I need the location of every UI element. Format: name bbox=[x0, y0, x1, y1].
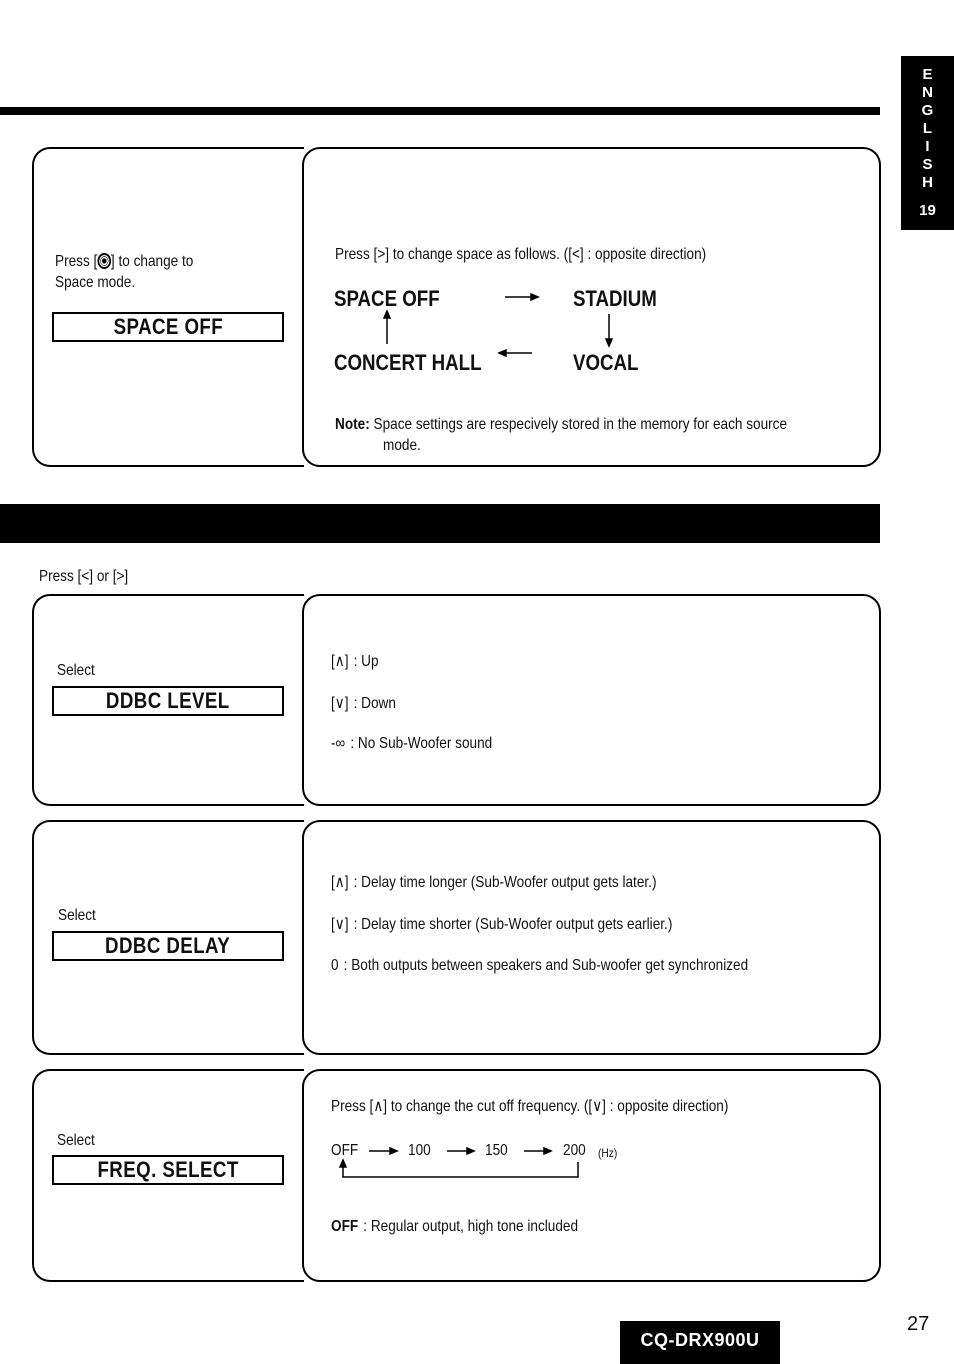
delay-item: [∨] : Delay time shorter (Sub-Woofer output gets earlier.) bbox=[331, 916, 673, 933]
lang-letter: S bbox=[922, 156, 933, 173]
lang-letter: E bbox=[922, 66, 933, 83]
space-note: Note: Space settings are respecively stored in the memory for each source bbox=[335, 416, 788, 433]
freq-unit: (Hz) bbox=[598, 1146, 618, 1160]
page-number: 27 bbox=[907, 1313, 930, 1335]
level-item: [∧] : Up bbox=[331, 653, 379, 670]
section-page: 19 bbox=[919, 202, 936, 219]
lang-letter: H bbox=[922, 174, 933, 191]
delay-item: 0 : Both outputs between speakers and Sub-woofer get synchronized bbox=[331, 957, 749, 974]
delay-display: DDBC DELAY bbox=[52, 931, 284, 961]
lang-letter: G bbox=[921, 102, 934, 119]
freq-step-off: OFF bbox=[331, 1142, 359, 1159]
level-item: -∞ : No Sub-Woofer sound bbox=[331, 735, 493, 752]
cycle-stadium: STADIUM bbox=[573, 286, 657, 311]
level-display: DDBC LEVEL bbox=[52, 686, 284, 716]
level-item: [∨] : Down bbox=[331, 695, 396, 712]
cycle-vocal: VOCAL bbox=[573, 350, 639, 375]
space-instruction: Press [ ] to change to bbox=[55, 253, 194, 270]
freq-off-note: OFF : Regular output, high tone included bbox=[331, 1218, 579, 1235]
model-badge: CQ-DRX900U bbox=[620, 1321, 780, 1364]
cycle-concert-hall: CONCERT HALL bbox=[334, 350, 482, 375]
lang-letter: I bbox=[925, 138, 930, 155]
space-note-line2: mode. bbox=[383, 437, 421, 454]
freq-step-100: 100 bbox=[408, 1142, 431, 1159]
delay-item: [∧] : Delay time longer (Sub-Woofer output gets later.) bbox=[331, 874, 657, 891]
freq-change-text: Press [∧] to change the cut off frequency. ([∨] : opposite direction) bbox=[331, 1098, 729, 1115]
space-instruction-line2: Space mode. bbox=[55, 274, 136, 291]
lang-letter: L bbox=[922, 120, 933, 137]
cycle-space-off: SPACE OFF bbox=[334, 286, 440, 311]
freq-step-200: 200 bbox=[563, 1142, 586, 1159]
level-select-label: Select bbox=[57, 662, 95, 679]
freq-select-label: Select bbox=[57, 1132, 95, 1149]
press-left-right: Press [<] or [>] bbox=[39, 568, 129, 585]
lang-letter: N bbox=[922, 84, 933, 101]
freq-step-150: 150 bbox=[485, 1142, 508, 1159]
freq-display: FREQ. SELECT bbox=[52, 1155, 284, 1185]
space-display: SPACE OFF bbox=[52, 312, 284, 342]
delay-select-label: Select bbox=[58, 907, 96, 924]
space-change-text: Press [>] to change space as follows. ([<] : opposite direction) bbox=[335, 246, 707, 263]
